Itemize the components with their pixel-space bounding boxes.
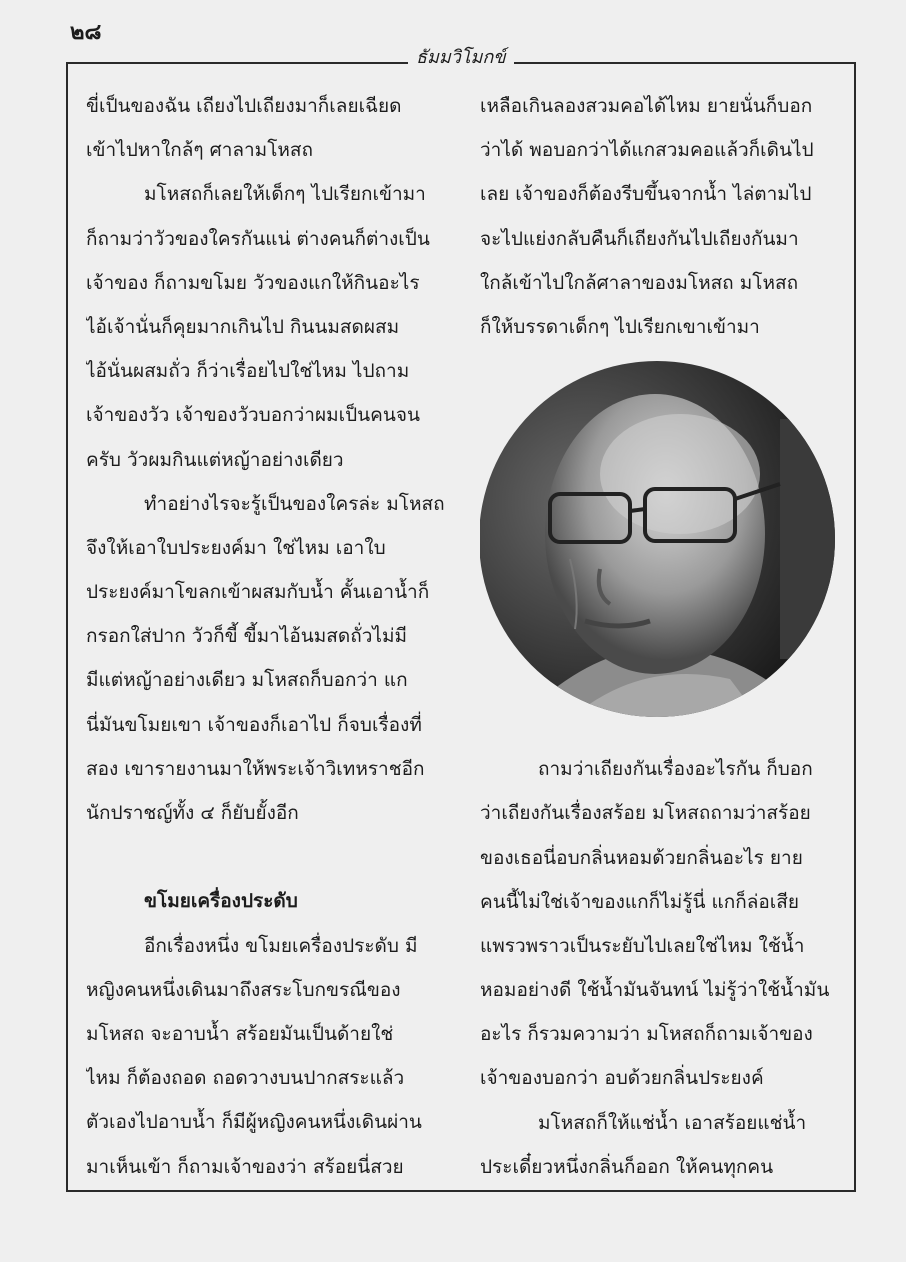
text-line: มีแต่หญ้าอย่างเดียว มโหสถก็บอกว่า แก — [86, 669, 408, 692]
text-line: ขี่เป็นของฉัน เถียงไปเถียงมาก็เลยเฉียด — [86, 95, 402, 117]
text-line: ก็ให้บรรดาเด็กๆ ไปเรียกเขาเข้ามา — [480, 315, 760, 338]
text-line: เจ้าของ ก็ถามขโมย วัวของแกให้กินอะไร — [86, 271, 420, 294]
text-line: ครับ วัวผมกินแต่หญ้าอย่างเดียว — [86, 448, 344, 471]
text-line: ใกล้เข้าไปใกล้ศาลาของมโหสถ มโหสถ — [480, 271, 799, 294]
text-line: ถามว่าเถียงกันเรื่องอะไรกัน ก็บอก — [538, 758, 813, 781]
text-line: ว่าได้ พอบอกว่าได้แกสวมคอแล้วก็เดินไป — [480, 139, 814, 162]
text-line: จะไปแย่งกลับคืนก็เถียงกันไปเถียงกันมา — [480, 227, 799, 250]
text-line: อะไร ก็รวมความว่า มโหสถก็ถามเจ้าของ — [480, 1023, 813, 1046]
text-line: เลย เจ้าของก็ต้องรีบขึ้นจากน้ำ ไล่ตามไป — [480, 183, 812, 206]
running-title: ธัมมวิโมกข์ — [408, 44, 514, 72]
right-column — [480, 84, 836, 1189]
text-line: มโหสถก็ให้แช่น้ำ เอาสร้อยแช่น้ำ — [538, 1111, 807, 1134]
text-line: ไอ้นั่นผสมถั่ว ก็ว่าเรื่อยไปใช่ไหม ไปถาม — [86, 360, 410, 383]
text-line: อีกเรื่องหนึ่ง ขโมยเครื่องประดับ มี — [144, 934, 418, 957]
text-line: ทำอย่างไรจะรู้เป็นของใครล่ะ มโหสถ — [144, 492, 445, 515]
text-line: มโหสถ จะอาบน้ำ สร้อยมันเป็นด้ายใช่ — [86, 1022, 394, 1045]
text-line: ไอ้เจ้านั่นก็คุยมากเกินไป กินนมสดผสม — [86, 315, 400, 338]
section-heading: ขโมยเครื่องประดับ — [144, 890, 298, 913]
text-line: มาเห็นเข้า ก็ถามเจ้าของว่า สร้อยนี่สวย — [86, 1155, 404, 1178]
text-line: เข้าไปหาใกล้ๆ ศาลามโหสถ — [86, 139, 314, 162]
paragraph-gap — [86, 835, 448, 879]
text-line: หญิงคนหนึ่งเดินมาถึงสระโบกขรณีของ — [86, 978, 401, 1001]
text-line: ของเธอนี่อบกลิ่นหอมด้วยกลิ่นอะไร ยาย — [480, 846, 803, 869]
text-line: แพรวพราวเป็นระยับไปเลยใช่ไหม ใช้น้ำ — [480, 934, 805, 957]
text-line: เจ้าของวัว เจ้าของวัวบอกว่าผมเป็นคนจน — [86, 404, 420, 427]
text-line: ก็ถามว่าวัวของใครกันแน่ ต่างคนก็ต่างเป็น — [86, 227, 430, 250]
text-line: มโหสถก็เลยให้เด็กๆ ไปเรียกเข้ามา — [144, 183, 426, 206]
left-column — [86, 84, 448, 1189]
text-line: กรอกใส่ปาก วัวก็ขี้ ขี้มาไอ้นมสดถั่วไม่มี — [86, 625, 408, 648]
text-line: สอง เขารายงานมาให้พระเจ้าวิเทหราชอีก — [86, 757, 425, 780]
text-line: นักปราชญ์ทั้ง ๔ ก็ยับยั้งอีก — [86, 802, 299, 824]
monk-portrait-image — [480, 359, 836, 719]
text-line: ประเดี๋ยวหนึ่งกลิ่นก็ออก ให้คนทุกคน — [480, 1155, 774, 1178]
text-line: ประยงค์มาโขลกเข้าผสมกับน้ำ คั้นเอาน้ำก็ — [86, 581, 430, 604]
text-line: หอมอย่างดี ใช้น้ำมันจันทน์ ไม่รู้ว่าใช้น้ำมัน — [480, 979, 830, 1002]
text-line: คนนี้ไม่ใช่เจ้าของแกก็ไม่รู้นี่ แกก็ล่อเสีย — [480, 890, 800, 913]
page-number: ๒๘ — [70, 20, 102, 45]
text-line: ตัวเองไปอาบน้ำ ก็มีผู้หญิงคนหนึ่งเดินผ่าน — [86, 1111, 422, 1134]
text-line: จึงให้เอาใบประยงค์มา ใช่ไหม เอาใบ — [86, 536, 386, 559]
portrait-photo — [480, 349, 836, 747]
text-line: ไหม ก็ต้องถอด ถอดวางบนปากสระแล้ว — [86, 1067, 405, 1090]
text-line: ว่าเถียงกันเรื่องสร้อย มโหสถถามว่าสร้อย — [480, 802, 811, 825]
text-line: เหลือเกินลองสวมคอได้ไหม ยายนั่นก็บอก — [480, 95, 813, 117]
text-line: นี่มันขโมยเขา เจ้าของก็เอาไป ก็จบเรื่องที่ — [86, 713, 422, 736]
text-line: เจ้าของบอกว่า อบด้วยกลิ่นประยงค์ — [480, 1067, 764, 1090]
